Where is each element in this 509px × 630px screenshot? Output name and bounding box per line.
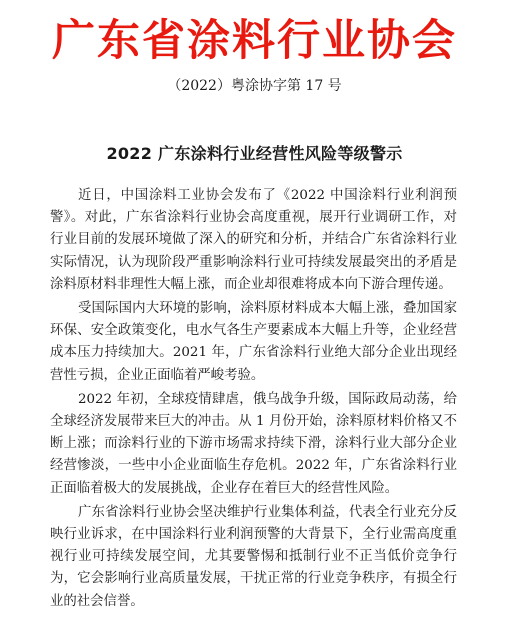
paragraph-3: 2022 年初，全球疫情肆虐，俄乌战争升级，国际政局动荡，给全球经济发展带来巨大的冲击。从 1 月份开始，涂料原材料价格又不断上涨；而涂料行业的下游市场需求持续下滑，涂料行业大部分企业经营惨淡，一些中小企业面临生存危机。2022 年，广东省涂料行业正面临着极大的发展挑战，企业存在着巨大的经营性风险。: [50, 391, 457, 496]
document-title: 2022 广东涂料行业经营性风险等级警示: [106, 144, 403, 163]
paragraph-1: 近日，中国涂料工业协会发布了《2022 中国涂料行业利润预警》。对此，广东省涂料行业协会高度重视，展开行业调研工作，对行业目前的发展环境做了深入的研究和分析，并结合广东省涂料行业实际情况，认为现阶段严重影响涂料行业可持续发展最突出的矛盾是涂料原材料非理性大幅上涨，而企业却很难将成本向下游合理传递。: [50, 188, 457, 292]
organization-header: 广东省涂料行业协会: [52, 16, 457, 66]
paragraph-4: 广东省涂料行业协会坚决维护行业集体利益，代表全行业充分反映行业诉求，在中国涂料行业利润预警的大背景下，全行业需高度重视行业可持续发展空间，尤其要警惕和抵制行业不正当低价竞争行为，它会影响行业高质量发展，干扰正常的行业竞争秩序，有损全行业的社会信誉。: [50, 504, 457, 609]
document-body: [50, 185, 457, 615]
paragraph-2: 受国际国内大环境的影响，涂料原材料成本大幅上涨，叠加国家环保、安全政策变化，电水气各生产要素成本大幅上升等，企业经营成本压力持续加大。2021 年，广东省涂料行业绝大部分企业出现经营性亏损，企业正面临着严峻考验。: [50, 301, 457, 383]
document-number: （2022）粤涂协字第 17 号: [167, 78, 342, 94]
